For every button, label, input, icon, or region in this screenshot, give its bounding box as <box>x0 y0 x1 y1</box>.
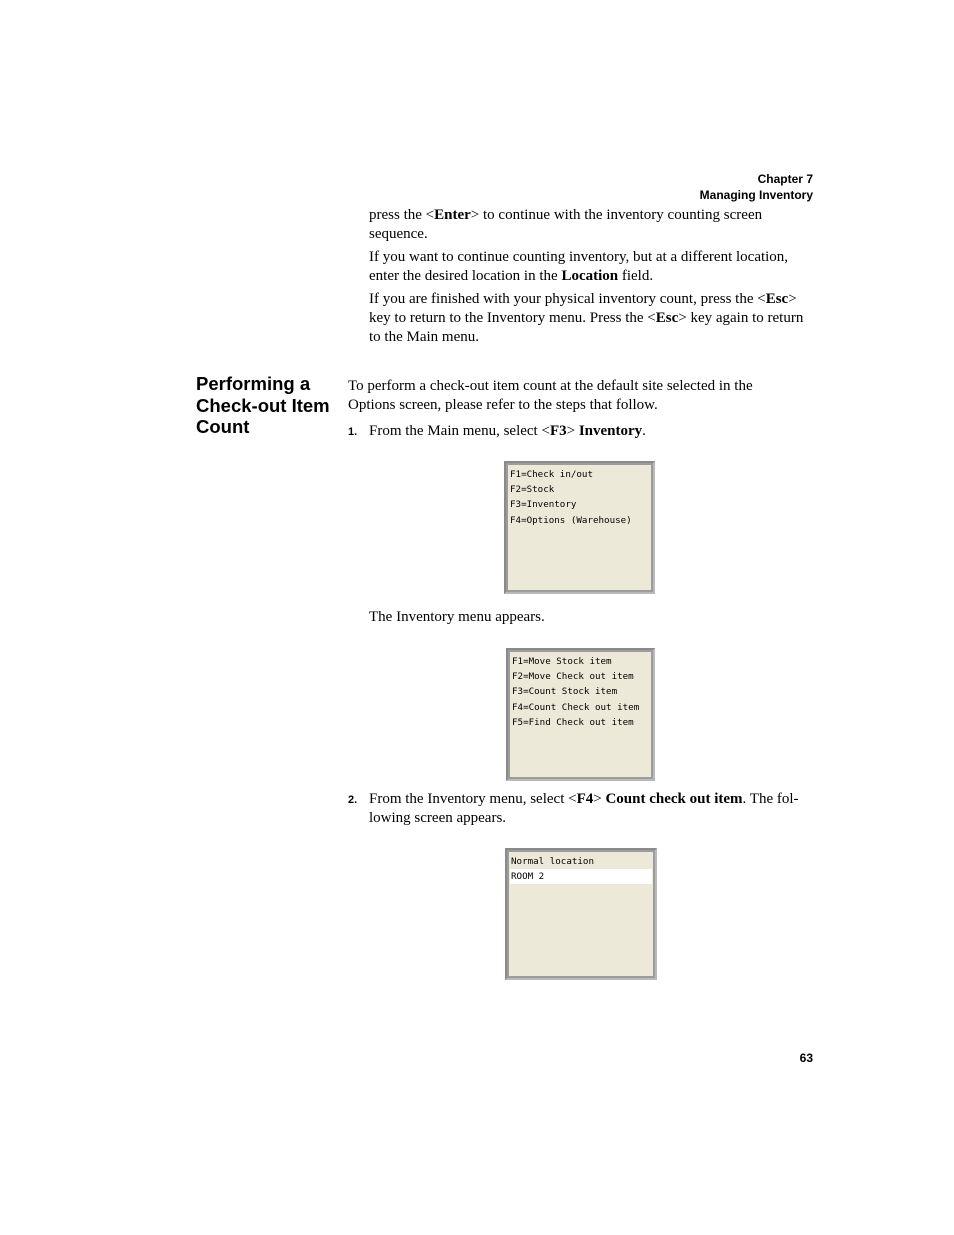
key-esc: Esc <box>655 310 679 326</box>
location-input[interactable]: ROOM 2 <box>510 869 652 884</box>
screen-display <box>510 652 651 777</box>
key-enter: Enter <box>434 207 471 223</box>
key-esc: Esc <box>765 291 789 307</box>
menu-item-count-check-out[interactable]: F4=Count Check out item <box>512 701 640 713</box>
step-2-text: From the Inventory menu, select <F4> Count check out item. The fol-lowing screen appears. <box>369 791 799 826</box>
location-label: Normal location <box>511 856 594 867</box>
intro-paragraph-3: If you are finished with your physical inventory count, press the <Esc> key to return to the Inventory menu. Press the <Esc> key again to return to the Main menu. <box>369 291 804 345</box>
menu-item-count-stock[interactable]: F3=Count Stock item <box>512 686 618 698</box>
menu-item-move-check-out[interactable]: F2=Move Check out item <box>512 671 634 683</box>
inventory-menu-screen <box>506 648 655 781</box>
chapter-label: Chapter 7 <box>757 172 813 186</box>
menu-item-options[interactable]: F4=Options (Warehouse) <box>510 514 632 526</box>
step-1-text: From the Main menu, select <F3> Inventory. <box>369 423 646 439</box>
menu-item-inventory[interactable]: F3=Inventory <box>510 499 577 511</box>
menu-item-find-check-out[interactable]: F5=Find Check out item <box>512 716 634 728</box>
page-number: 63 <box>799 1051 813 1065</box>
screen-display <box>508 465 651 590</box>
field-location: Location <box>561 268 619 284</box>
section-heading: Performing a Check-out Item Count <box>196 373 330 437</box>
menu-item-stock[interactable]: F2=Stock <box>510 484 555 496</box>
step-number: 1. <box>348 426 358 438</box>
intro-paragraph-1: press the <Enter> to continue with the inventory counting screen sequence. <box>369 207 763 242</box>
chapter-title: Managing Inventory <box>699 188 813 202</box>
menu-item-check-in-out[interactable]: F1=Check in/out <box>510 469 593 480</box>
screen-display <box>509 852 653 976</box>
running-header <box>700 171 813 203</box>
menu-item-move-stock[interactable]: F1=Move Stock item <box>512 656 612 667</box>
intro-paragraph-2: If you want to continue counting inventory, but at a different location, enter the desired location in the Location field. <box>369 249 789 284</box>
location-screen <box>505 848 657 980</box>
section-lead: To perform a check-out item count at the default site selected in the Options screen, please refer to the steps that follow. <box>348 378 753 413</box>
step-number: 2. <box>348 794 358 806</box>
main-menu-screen <box>504 461 655 594</box>
inventory-menu-note: The Inventory menu appears. <box>369 609 545 625</box>
